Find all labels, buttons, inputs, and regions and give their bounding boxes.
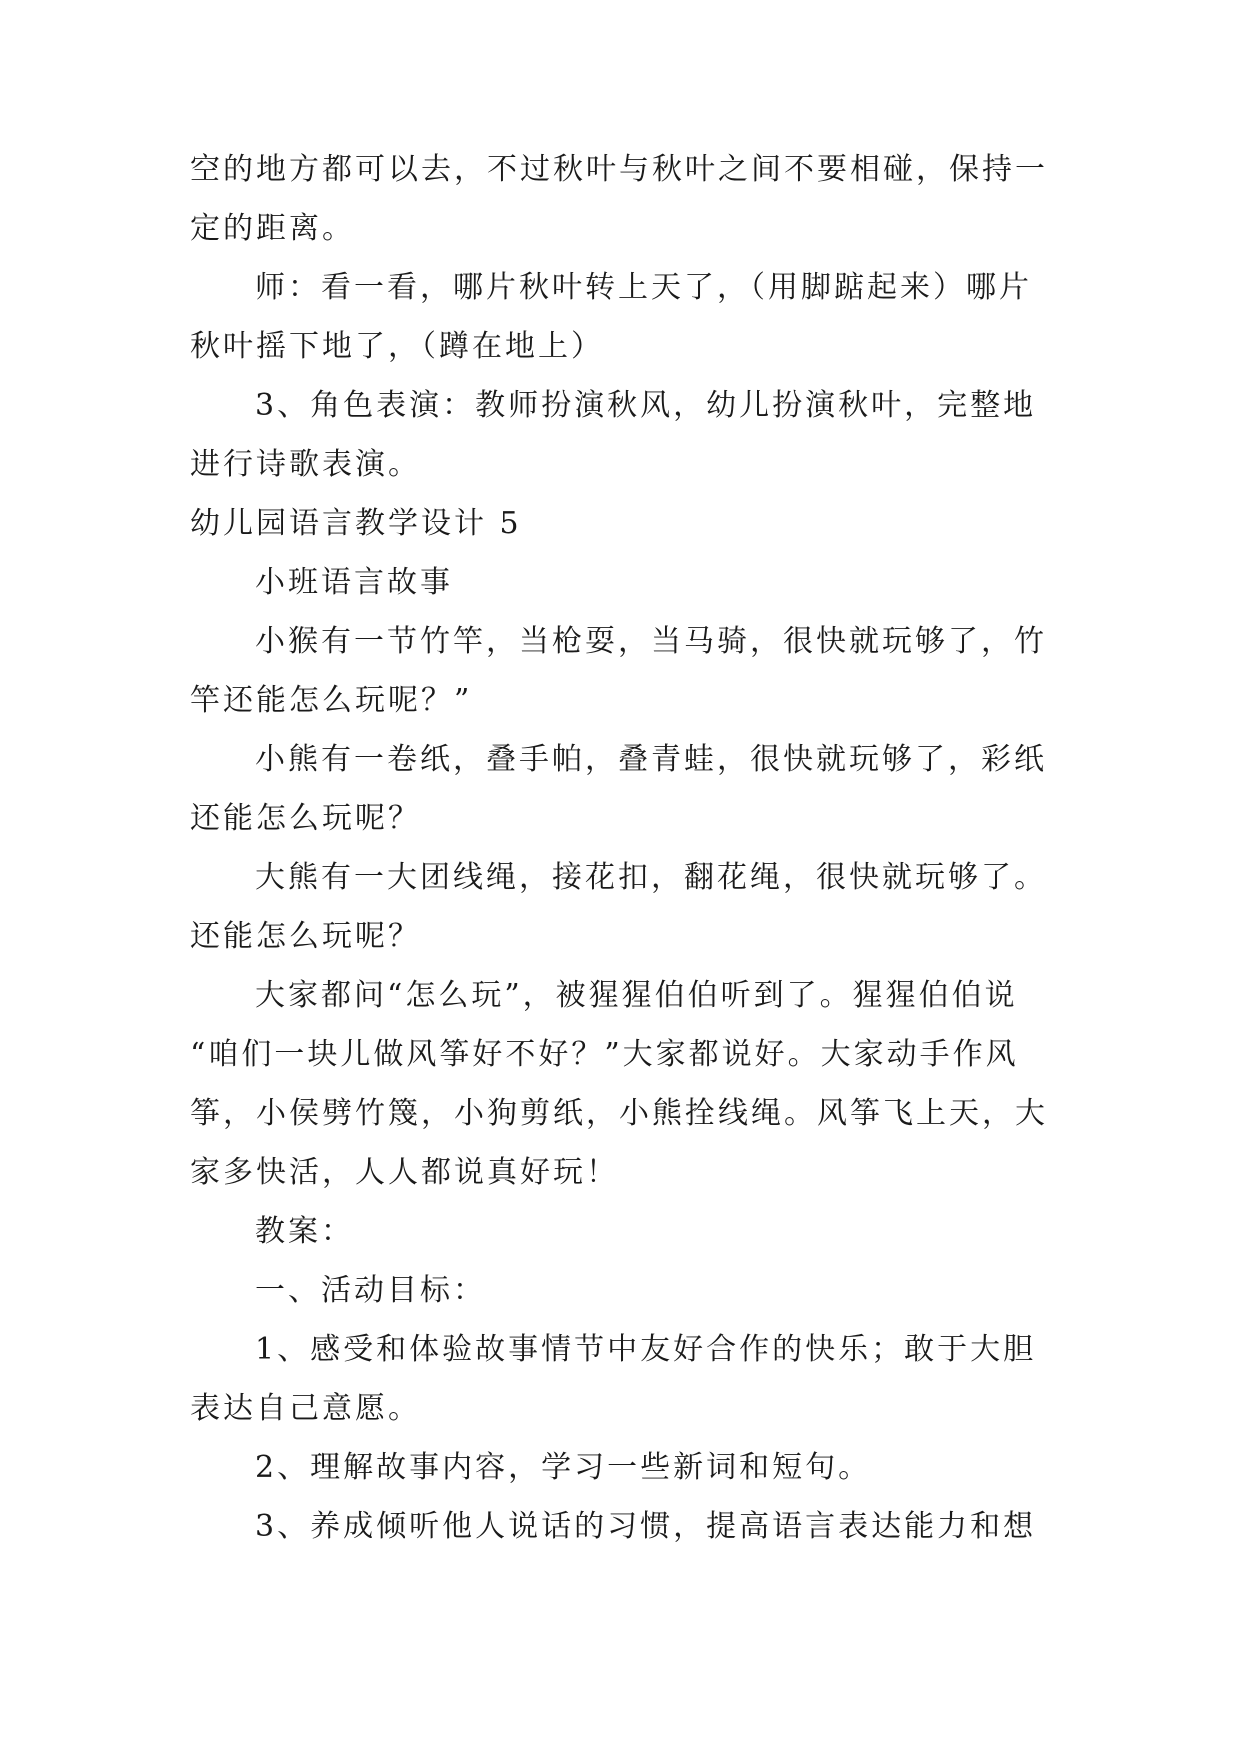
- text-line: 大熊有一大团线绳，接花扣，翻花绳，很快就玩够了。: [255, 860, 1047, 895]
- text-line: 3、角色表演：教师扮演秋风，幼儿扮演秋叶，完整地: [255, 388, 1037, 423]
- text-line: 筝，小侯劈竹篾，小狗剪纸，小熊拴线绳。风筝飞上天，大: [190, 1096, 1048, 1131]
- text-line: 一、活动目标：: [255, 1273, 486, 1308]
- text-line: 2、理解故事内容，学习一些新词和短句。: [255, 1450, 872, 1485]
- text-line: 还能怎么玩呢？: [190, 919, 421, 954]
- text-line: 3、养成倾听他人说话的习惯，提高语言表达能力和想: [255, 1509, 1037, 1544]
- text-line: 小熊有一卷纸，叠手帕，叠青蛙，很快就玩够了，彩纸: [255, 742, 1047, 777]
- section-heading: 幼儿园语言教学设计 5: [190, 506, 522, 541]
- text-line: 1、感受和体验故事情节中友好合作的快乐；敢于大胆: [255, 1332, 1037, 1367]
- text-line: 还能怎么玩呢？: [190, 801, 421, 836]
- text-line: 家多快活，人人都说真好玩！: [190, 1155, 619, 1190]
- subheading: 小班语言故事: [255, 565, 453, 600]
- text-line: 教案：: [255, 1214, 354, 1249]
- text-line: 表达自己意愿。: [190, 1391, 421, 1426]
- text-line: 大家都问“怎么玩”，被猩猩伯伯听到了。猩猩伯伯说: [255, 978, 1018, 1013]
- text-line: 师：看一看，哪片秋叶转上天了，（用脚踮起来）哪片: [255, 270, 1032, 305]
- text-line: “咱们一块儿做风筝好不好？”大家都说好。大家动手作风: [190, 1037, 1019, 1072]
- text-line: 进行诗歌表演。: [190, 447, 421, 482]
- text-line: 秋叶摇下地了，（蹲在地上）: [190, 329, 604, 364]
- text-line: 小猴有一节竹竿，当枪耍，当马骑，很快就玩够了，竹: [255, 624, 1047, 659]
- text-line: 空的地方都可以去，不过秋叶与秋叶之间不要相碰，保持一: [190, 152, 1048, 187]
- text-line: 定的距离。: [190, 211, 355, 246]
- text-line: 竿还能怎么玩呢？”: [190, 683, 473, 718]
